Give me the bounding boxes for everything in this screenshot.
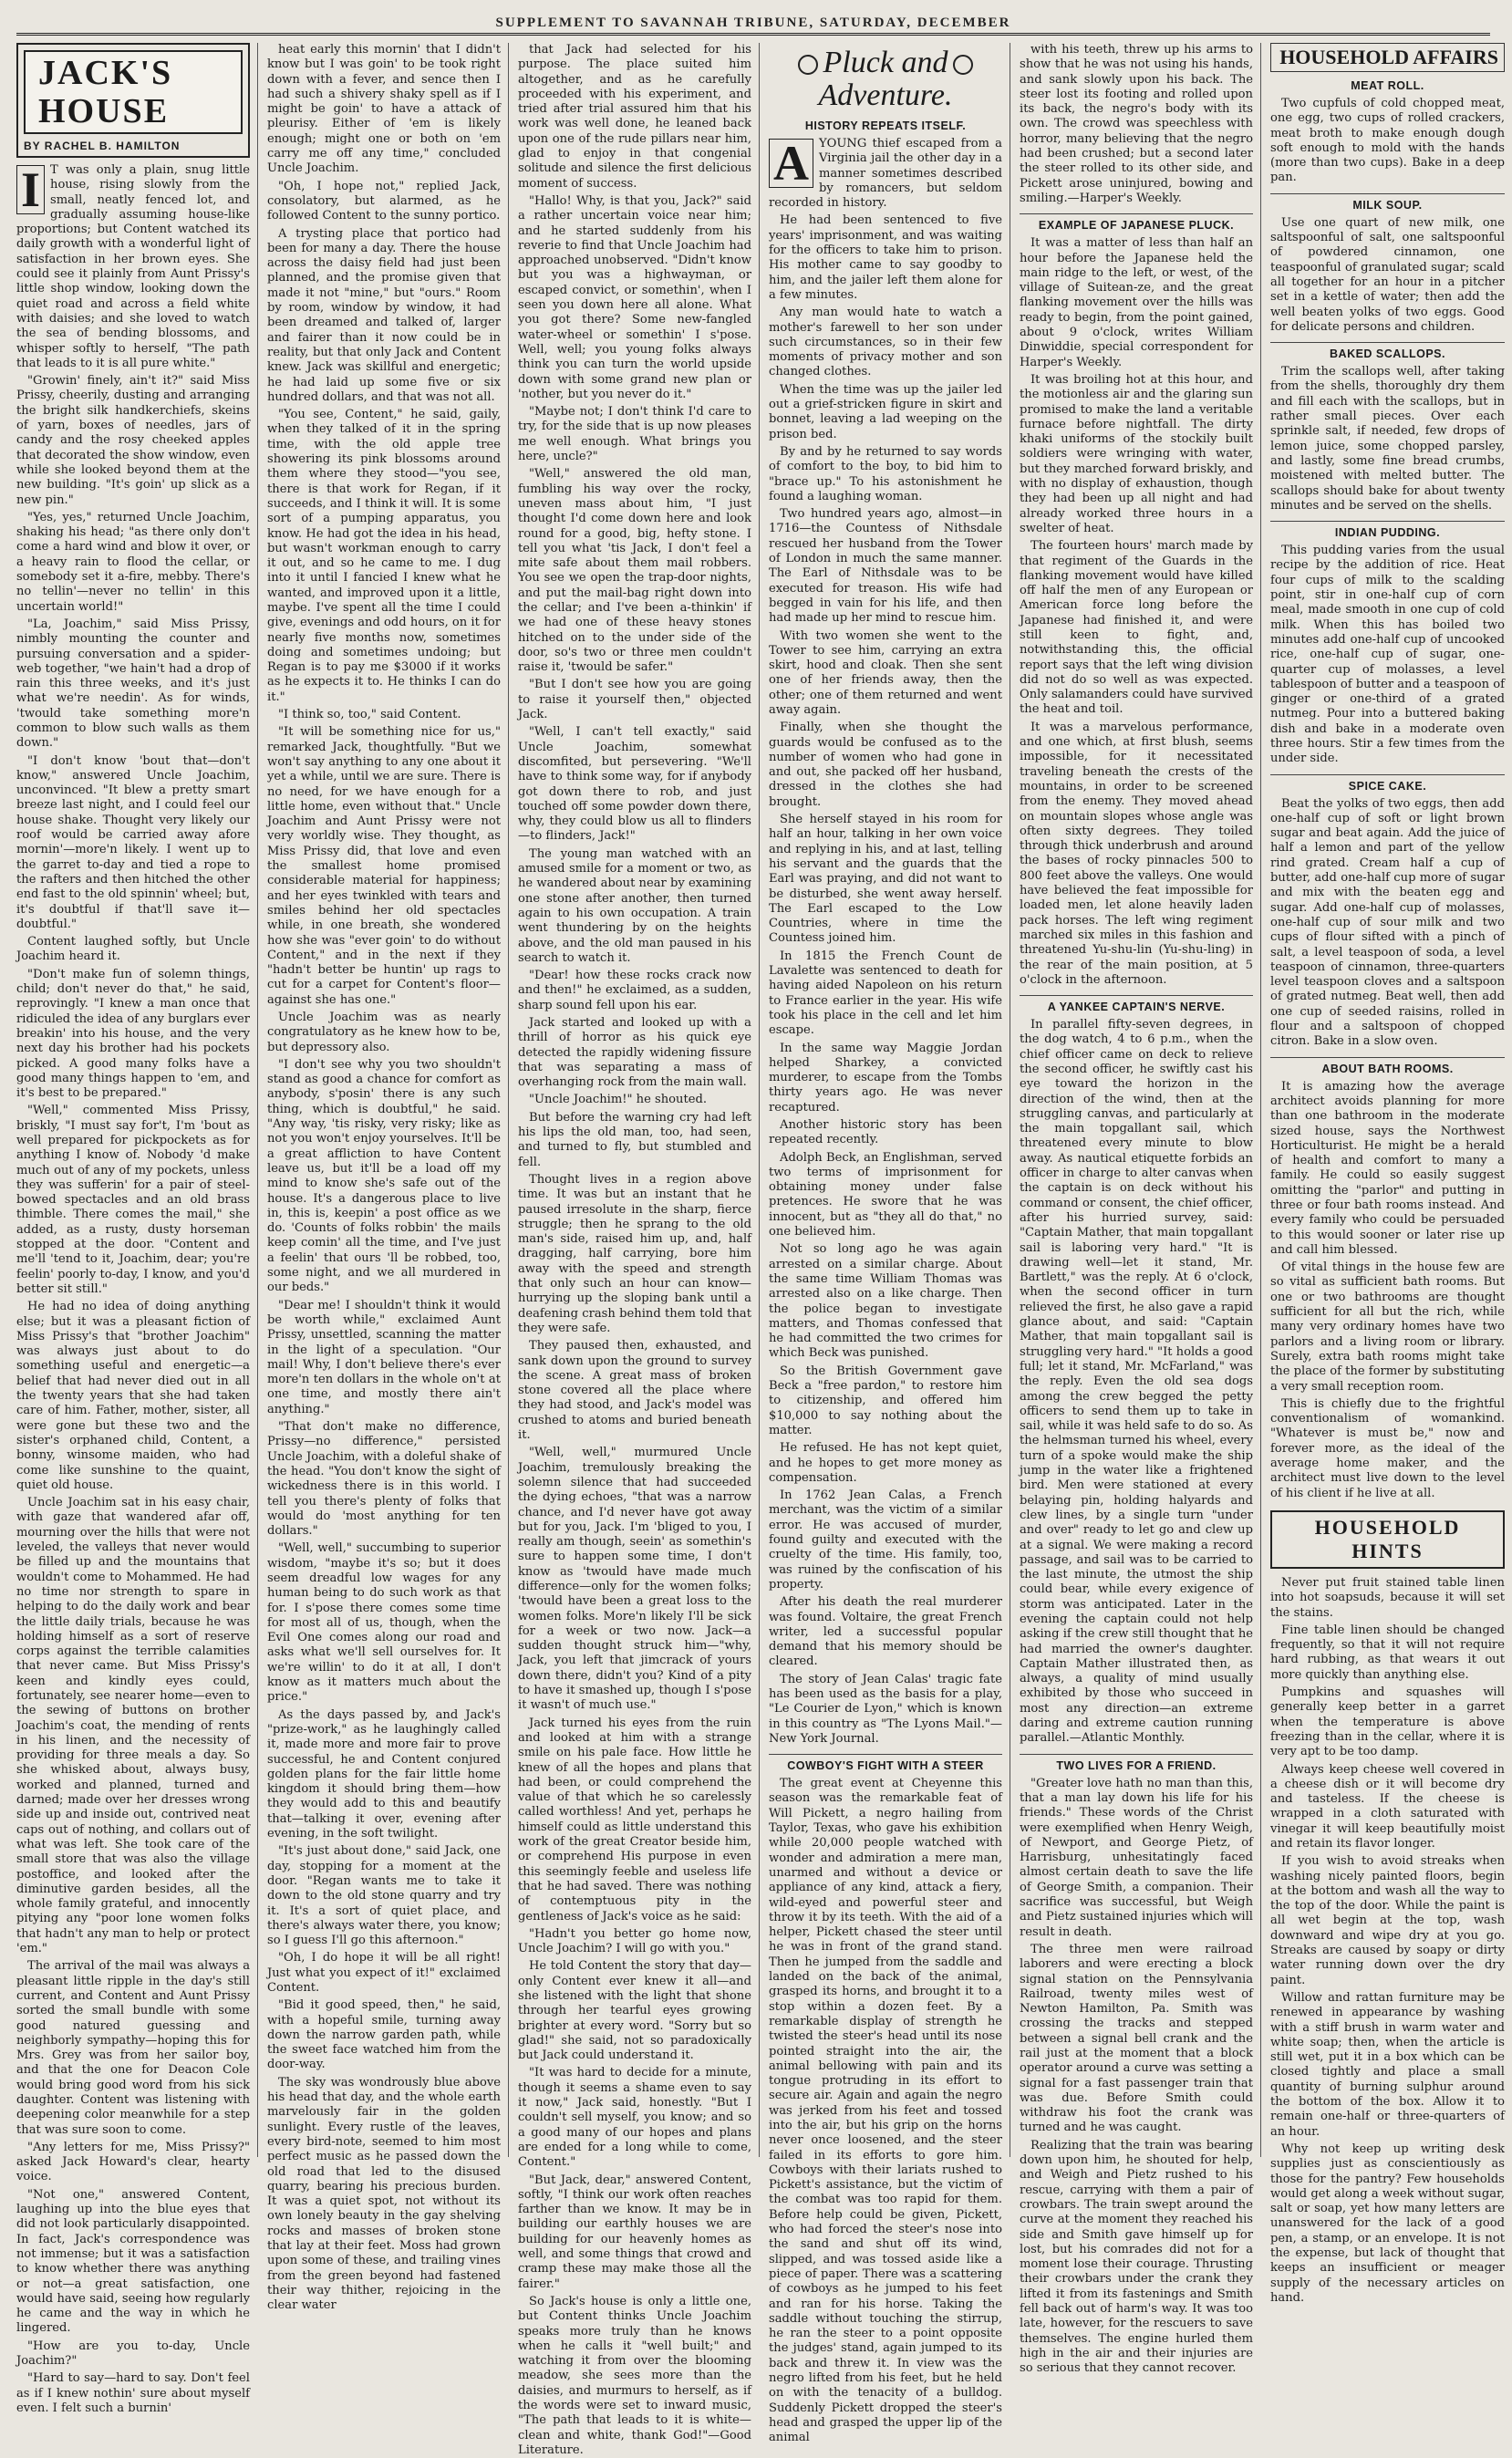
paragraph: The story of Jean Calas' tragic fate has been used as the basis for a play, "Le Courier de Lyon," which is known in this country as "The Lyons Mail."—New York Journal. xyxy=(769,1672,1002,1746)
paragraph: This is chiefly due to the frightful conventionalism of womankind. "Whatever is must be," now and forever more, as the ideal of the average home maker, and the architect must live down to the level of his client if he live at all. xyxy=(1270,1396,1505,1500)
paragraph: Of vital things in the house few are so vital as sufficient bath rooms. But one or two bathrooms are thought sufficient for all but the rich, while many very ordinary homes have two parlors and a living room or library. Surely, extra bath rooms might take the place of the former by substituting a very small reception room. xyxy=(1270,1260,1505,1394)
paragraph: Content laughed softly, but Uncle Joachim heard it. xyxy=(16,935,250,964)
paragraph: Never put fruit stained table linen into hot soapsuds, because it will set the stains. xyxy=(1270,1575,1505,1620)
paragraph: "Well," commented Miss Prissy, briskly, "I must say for't, I'm 'bout as well prepared for pickpockets as for anything I know of. Nobody 'd make much out of any of my pockets, unless they was sufferin' for a pair of steel-bowed spectacles and an old brass thimble. There comes the mail," she added, as a rusty, dusty horseman stopped at the door. "Content and me'll 'tend to it, Joachim, dear; you're feelin' poorly to-day, I know, and you'd better sit still." xyxy=(16,1104,250,1296)
paragraph: The arrival of the mail was always a pleasant little ripple in the day's still current, and Content and Aunt Prissy sorted the small bundle with some good natured guessing and neighborly sympathy—hoping this for Mrs. Grey was from her sailor boy, and that the one for Deacon Cole would bring good word from his sick daughter. Content was listening with deepening color meanwhile for a step that was sure soon to come. xyxy=(16,1959,250,2137)
paragraph: "How are you to-day, Uncle Joachim?" xyxy=(16,2339,250,2369)
paragraph: "Oh, I do hope it will be all right! Just what you expect of it!" exclaimed Content. xyxy=(267,1951,501,1995)
section-heading: MEAT ROLL. xyxy=(1351,79,1424,92)
section-heading: SPICE CAKE. xyxy=(1270,774,1505,793)
paragraph: with his teeth, threw up his arms to show that he was not using his hands, and sank slowly upon his back. The steer lost its footing and rolled upon its back, the negro's body with its own. The crowd was speechless with horror, many believing that the negro had been crushed; but a second later the steer rolled to its other side, and Pickett arose uninjured, bowing and smiling.—Harper's Weekly. xyxy=(1020,43,1253,205)
paragraph: I T was only a plain, snug little house, rising slowly from the small, neatly fenced lot, and gradually assuming house-like proportions; but Content watched its daily growth with a wonderful light of satisfaction in her brown eyes. She could see it plainly from Aunt Prissy's little shop window, looking down the quiet road and across a field white with daisies; and she loved to watch the sea of bending blossoms, and whisper softly to herself, "The path that leads to it is all pure white." xyxy=(16,162,250,370)
column-jacks-house xyxy=(16,43,258,2415)
byline: BY RACHEL B. HAMILTON xyxy=(24,140,181,152)
paragraph: The great event at Cheyenne this season was the remarkable feat of Will Pickett, a negro hailing from Taylor, Texas, who gave his exhibition while 20,000 people watched with wonder and admiration a mere man, unarmed and without a device or appliance of any kind, attack a fiery, wild-eyed and powerful steer and throw it by its teeth. With the aid of a helper, Pickett chased the steer until he was in front of the grand stand. Then he jumped from the saddle and landed on the back of the animal, grasped its horns, and brought it to a stop within a dozen feet. By a remarkable display of strength he twisted the steer's head until its nose pointed straight into the air, the animal bellowing with pain and its tongue protruding in its effort to secure air. Again and again the negro was jerked from his feet and tossed into the air, but his grip on the horns never once loosened, and the steer failed in its efforts to gore him. Cowboys with their lariats rushed to Pickett's assistance, but the victim of the combat was too rapid for them. Before help could be given, Pickett, who had forced the steer's nose into the sand and shut off its wind, slipped, and was tossed aside like a piece of paper. There was a scattering of cowboys as he jumped to his feet and ran for his horse. Taking the saddle without touching the stirrup, he ran the steer to a point opposite the judges' stand, again jumped to its back and threw it. In view was the negro lifted from his feet, but he held on with the tenacity of a bulldog. Suddenly Pickett dropped the steer's head and grasped the upper lip of the animal xyxy=(769,1777,1002,2445)
paragraph: "Dear me! I shouldn't think it would be worth while," exclaimed Aunt Prissy, unsettled, scanning the matter in the light of a speculation. "Our mail! Why, I don't believe there's ever more'n ten dollars in the whole on't at one time, and mostly there ain't anything." xyxy=(267,1298,501,1416)
paragraph: Two hundred years ago, almost—in 1716—the Countess of Nithsdale rescued her husband from the Tower of London in much the same manner. The Earl of Nithsdale was to be executed for treason. His wife had begged in vain for his life, and then had made up her mind to rescue him. xyxy=(769,507,1002,626)
section-heading: INDIAN PUDDING. xyxy=(1270,521,1505,539)
paragraph: "Don't make fun of solemn things, child; don't never do that," he said, reprovingly. "I knew a man once that ridiculed the idea of any burglars ever breakin' into his house, and the very next day his brother had his pockets picked. A good many folks have a good many things happen to 'em, and it's best to be prepared." xyxy=(16,967,250,1101)
paragraph: Jack started and looked up with a thrill of horror as his quick eye detected the rapidly widening fissure that was separating a mass of overhanging rock from the main wall. xyxy=(518,1016,751,1090)
paragraph: Use one quart of new milk, one saltspoonful of salt, one saltspoonful of powdered cinnamon, one teaspoonful of granulated sugar; scald all together for an hour in a pitcher set in a kettle of water; then add the well beaten yolks of two eggs. Good for delicate persons and children. xyxy=(1270,215,1505,334)
paragraph: Uncle Joachim was as nearly congratulatory as he knew how to be, but depressory also. xyxy=(267,1011,501,1054)
paragraph: Beat the yolks of two eggs, then add one-half cup of soft or light brown sugar and beat again. Add the juice of half a lemon and part of the yellow rind grated. Cream half a cup of butter, add one-half cup more of sugar and mix with the beaten egg and sugar. Add one-half cup of molasses, one-half cup of sour milk and two cups of flour sifted with a pinch of salt, a level teaspoon of soda, a level teaspoon of cinnamon, three-quarters level teaspoon cloves and a saltspoon of grated nutmeg. Beat well, then add one cup of seeded raisins, rolled in flour and a saltspoon of chopped citron. Bake in a slow oven. xyxy=(1270,796,1505,1049)
paragraph: Uncle Joachim sat in his easy chair, with gaze that wandered afar off, mourning over the hills that were not leveled, the valleys that never would be filled up and the mountains that wouldn't come to Mohammed. He had no time nor strength to spare in helping to do the daily work and bear the little daily trials, because he was holding himself as a sort of reserve corps against the terrible calamities that never came. But Miss Prissy's keen and kindly eyes could, fortunately, see nearer home—even to the sewing of buttons on brother Joachim's coat, the mending of rents in his linen, and the necessity of providing for three meals a day. So she whisked about, always busy, worked and planned, turned and darned; made over her dresses wrong side up and inside out, contrived neat caps out of nothing, and collars out of what was left. She took care of the small store that was also the village postoffice, and looked after the diminutive garden besides, all the whole family grateful, and innocently pitying any "poor lone women folks that hadn't any man to help or protect 'em." xyxy=(16,1496,250,1956)
paragraph: "Not one," answered Content, laughing up into the blue eyes that did not look particularly disappointed. In fact, Jack's correspondence was not immense; but it was a satisfaction to know whether there was anything or not—a great satisfaction, one would have said, seeing how regularly he came and the way in which he lingered. xyxy=(16,2187,250,2336)
section-heading: HISTORY REPEATS ITSELF. xyxy=(804,119,967,132)
paragraph: Willow and rattan furniture may be renewed in appearance by washing with a stiff brush in warm water and white soap; then, when the article is still wet, put it in a box which can be closed tightly and place a small quantity of burning sulphur around the bottom of the box. Allow it to remain one-half or three-quarters of an hour. xyxy=(1270,1990,1505,2139)
section-heading: HOUSEHOLD HINTS xyxy=(1270,1510,1505,1569)
paragraph: Always keep cheese well covered in a cheese dish or it will become dry and tasteless. If the cheese is wrapped in a cloth saturated with vinegar it will keep beautifully moist and retain its flavor longer. xyxy=(1270,1762,1505,1851)
paragraph: The sky was wondrously blue above his head that day, and the whole earth marvelously fair in the golden sunlight. Every rustle of the leaves, every bird-note, seemed to him most perfect music as he passed down the old road that led to the disused quarry, bearing his precious burden. It was a quiet spot, not without its own lonely beauty in the gay shelving rocks and masses of broken stone that lay at their feet. Moss had grown upon some of these, and trailing vines from the green beyond had fastened their way thither, rejoicing in the clear water xyxy=(267,2075,501,2313)
paragraph: They paused then, exhausted, and sank down upon the ground to survey the scene. A great mass of broken stone covered all the place where they had stood, and Jack's model was crushed to atoms and buried beneath it. xyxy=(518,1339,751,1443)
paragraph: "But Jack, dear," answered Content, softly, "I think our work often reaches farther than we know. It may be in building our earthly houses we are building for our heavenly homes as well, and some things that crowd and cramp these may make those all the fairer." xyxy=(518,2173,751,2291)
paragraph: So the British Government gave Beck a "free pardon," to restore him to citizenship, and offered him $10,000 to say nothing about the matter. xyxy=(769,1364,1002,1437)
paragraph: When the time was up the jailer led out a grief-stricken figure in skirt and bonnet, leaving a lad weeping on the prison bed. xyxy=(769,382,1002,441)
paragraph: "I don't see why you two shouldn't stand as good a chance for comfort as anybody, s'posin' there is any such thing, which is doubtful," he said. "Any way, 'tis risky, very risky; like as not you won't enjoy yourselves. It'll be a great affliction to have Content leave us, but it'll be a load off my mind to know she's safe out of the house. It's a dangerous place to live in, this is, keepin' a post office as we do. 'Counts of folks robbin' the mails keep comin' all the time, and I've just a feelin' that ours 'll be robbed, too, some night, and we all murdered in our beds." xyxy=(267,1057,501,1295)
paragraph: "That don't make no difference, Prissy—no difference," persisted Uncle Joachim, with a doleful shake of the head. "You don't know the sight of wickedness there is in this world. I tell you there's plenty of folks that would do 'most anything for ten dollars." xyxy=(267,1420,501,1539)
paragraph: The young man watched with an amused smile for a moment or two, as he wandered about near by examining one stone after another, then turned again to his own occupation. A train went thundering by on the heights above, and the old man paused in his search to watch it. xyxy=(518,846,751,965)
paragraph: Any man would hate to watch a mother's farewell to her son under such circumstances, so in their few moments of privacy mother and son changed clothes. xyxy=(769,306,1002,379)
column-jacks-house-end xyxy=(518,43,760,2457)
paragraph: Finally, when she thought the guards would be confused as to the number of women who had gone in and out, she packed off her husband, dressed in the clothes she had brought. xyxy=(769,721,1002,809)
columns xyxy=(16,43,1506,2457)
paragraph: "Greater love hath no man than this, that a man lay down his life for his friends." These words of the Christ were exemplified when Henry Weigh, of Newport, and George Pietz, of Harrisburg, unhesitatingly faced almost certain death to save the life of George Smith, a companion. Their sacrifice was successful, but Weigh and Pietz sustained injuries which will result in death. xyxy=(1020,1776,1253,1939)
story-body xyxy=(16,163,250,2416)
drop-cap: A xyxy=(769,139,813,188)
paragraph: So Jack's house is only a little one, but Content thinks Uncle Joachim speaks more truly than he knows when he calls it "well built;" and watching it from over the blooming meadow, she sees more than the daisies, and murmurs to herself, as if the words were set to inward music, "The path that leads to it is white—clean and white, thank God!"—Good Literature. xyxy=(518,2294,751,2457)
paragraph: Jack turned his eyes from the ruin and looked at him with a strange smile on his pale face. How little he knew of all the hopes and plans that had been, or could comprehend the value of that which he so carelessly called worthless! And yet, perhaps he himself could as little understand this work of the great Creator beside him, or comprehend His purpose in even this seemingly feeble and useless life that he had saved. There was nothing of contemptuous pity in the gentleness of Jack's voice as he said: xyxy=(518,1716,751,1924)
section-heading: A YANKEE CAPTAIN'S NERVE. xyxy=(1020,995,1253,1013)
paragraph: It is amazing how the average architect avoids planning for more than one bathroom in the moderate sized house, says the Northwest Horticulturist. He might be a herald of health and comfort to many a family. He could so easily suggest omitting the "parlor" and putting in three or four bath rooms instead. And every family who could be persuaded to this would sooner or later rise up and call him blessed. xyxy=(1270,1079,1505,1257)
paragraph: "I don't know 'bout that—don't know," answered Uncle Joachim, unconvinced. "It blew a pretty smart breeze last night, and I could feel our house shake. Thought very likely our roof would be carried away afore mornin'—more'n likely. I went up to the garret to-day and tied a rope to the rafters and then hitched the other end fast to the old spinnin' wheel; but, it's doubtful if that'll save it—doubtful." xyxy=(16,753,250,931)
section-heading: TWO LIVES FOR A FRIEND. xyxy=(1020,1754,1253,1772)
paragraph: It was a marvelous performance, and one which, at first blush, seems impossible, for it necessitated traveling beneath the crests of the mountains, in order to be screened from the enemy. They moved ahead on mountain slopes whose angle was often sixty degrees. They toiled through thick underbrush and around the bases of rocky pinnacles 500 to 800 feet above the valleys. One would have believed the feat impossible for loaded men, let alone heavily laden pack horses. The left wing regiment marched six miles in this fashion and threatened Yu-shu-lin (Yu-shu-ling) in the rear of the main position, at 5 o'clock in the afternoon. xyxy=(1020,720,1253,987)
paragraph: A YOUNG thief escaped from a Virginia jail the other day in a manner sometimes described by romancers, but seldom recorded in history. xyxy=(769,136,1002,211)
column-household-affairs xyxy=(1270,43,1512,2305)
paragraph: "Well, well," murmured Uncle Joachim, tremulously breaking the solemn silence that had succeeded the dying echoes, "that was a narrow chance, and I'd never have got away but for you, Jack. I'm 'bliged to you, I really am though, seein' as somethin's sure to happen some time, I don't know as 'twould have made much difference—only for the women folks; 'twould have been a great loss to the women folks. More'n likely I'll be sick for a week or two now. Jack—a sudden thought struck him—"why, Jack, you left that jimcrack of yours down there, didn't you? Kind of a pity to have it smashed up, though I s'pose it wasn't of much use." xyxy=(518,1446,751,1713)
paragraph: "Yes, yes," returned Uncle Joachim, shaking his head; "as there only don't come a hard wind and blow it over, or a heavy rain to flood the cellar, or somebody set it a-fire, mebby. There's no tellin'—never no tellin' in this uncertain world!" xyxy=(16,510,250,614)
paragraph: He told Content the story that day—only Content ever knew it all—and she listened with the light that shone through her tearful eyes growing brighter at every word. "Sorry but so glad!" she said, not so paradoxically but Jack could understand it. xyxy=(518,1959,751,2063)
paragraph: that Jack had selected for his purpose. The place suited him altogether, and as he carefully proceeded with his experiment, and tried after trial assured him that his work was well done, he leaned back upon one of the rude pillars near him, glad to enjoy in that congenial solitude and silence the first delicious moment of success. xyxy=(518,43,751,191)
section-heading: BAKED SCALLOPS. xyxy=(1270,342,1505,360)
paragraph: The three men were railroad laborers and were erecting a block signal station on the Pennsylvania Railroad, twenty miles west of Newton Hamilton, Pa. Smith was crossing the tracks and stepped between a signal bell crank and the rail just at the moment that a block operator around a curve was setting a signal for a fast passenger train that was due. Before Smith could withdraw his foot the crank was turned and he was caught. xyxy=(1020,1942,1253,2135)
column-pluck-adventure xyxy=(769,43,1010,2445)
paragraph: This pudding varies from the usual recipe by the addition of rice. Heat four cups of milk to the scalding point, stir in one-half cup of corn meal, made smooth in one cup of cold milk. When this has boiled two minutes add one-half cup of uncooked rice, one-half cup of sugar, one-quarter cup of molasses, a level tablespoon of butter and a teaspoon of ginger or one-third of a grated nutmeg. Pour into a buttered baking dish and bake in a moderate oven three hours. Stir a few times from the under side. xyxy=(1270,544,1506,766)
paragraph: "Bid it good speed, then," he said, with a hopeful smile, turning away down the narrow garden path, while the sweet face watched him from the door-way. xyxy=(267,1998,501,2072)
household-title: HOUSEHOLD AFFAIRS xyxy=(1270,43,1505,72)
paragraph: "Hadn't you better go home now, Uncle Joachim? I will go with you." xyxy=(518,1926,751,1956)
story-header xyxy=(16,43,250,158)
ornament-icon xyxy=(798,55,818,75)
paragraph: In parallel fifty-seven degrees, in the dog watch, 4 to 6 p.m., when the chief officer came on deck to relieve the second officer, he swiftly cast his eye toward the horizon in the direction of the wind, then at the struggling canvas, and particularly at the main topgallant sail, which threatened every minute to blow away. As nautical etiquette forbids an officer in charge to alter canvas when the captain is on deck without his command or consent, the chief officer, after his hurried survey, said: "Captain Mather, that main topgallant sail is laboring very hard." "It is drawing well—let it stand, Mr. Bartlett," was the reply. At 6 o'clock, when the second officer in turn relieved the first, he also gave a rapid glance about, and said: "Captain Mather, that main topgallant sail is struggling very hard." "It holds a good full; let it stand, Mr. McFarland," was the reply. Even the old sea dogs among the crew begged the petty officers to send them up to take in sail, while it was held safe to do so. As the helmsman turned his wheel, every turn of a spoke would make the ship jump in the water like a frightened bird. Men were stationed at every belaying pin, holding halyards and clew lines, by a single turn "under and over" ready to let go and clew up at a signal. We were making a record passage, and sail was to be carried to the last minute, the utmost the ship could bear, while every exigence of storm was anticipated. Later in the evening the captain could not help asking if the crew still thought that he had married the owner's daughter. Captain Mather illustrated then, as always, a quality of mind usually exhibited by those who succeed in most any direction—an extreme daring and extreme caution running parallel.—Atlantic Monthly. xyxy=(1020,1018,1253,1746)
paragraph: She herself stayed in his room for half an hour, talking in her own voice and replying in his, and at last, telling his servant and the guards that the Earl was praying, and did not want to be disturbed, she went away herself. The Earl escaped to the Low Countries, where in time the Countess joined him. xyxy=(769,813,1002,946)
paragraph: He had no idea of doing anything else; but it was a pleasant fiction of Miss Prissy's that "brother Joachim" was always just about to do something useful and energetic—a belief that had never died out in all the twenty years that she had taken care of him. Father, mother, sister, all were gone but these two and the sister's orphaned child, Content, a bonny, winsome maiden, who had come like sunshine to the quaint, quiet old house. xyxy=(16,1300,250,1492)
paragraph: In 1762 Jean Calas, a French merchant, was the victim of a similar error. He was accused of murder, found guilty and executed with the cruelty of the time. His family, too, was ruined by the confiscation of his property. xyxy=(769,1488,1002,1592)
story-title: JACK'S HOUSE xyxy=(24,50,243,134)
paragraph: Another historic story has been repeated recently. xyxy=(769,1118,1002,1147)
paragraph: In 1815 the French Count de Lavalette was sentenced to death for having aided Napoleon on his return to France earlier in the year. His wife took his place in the cell and let him escape. xyxy=(769,949,1002,1038)
paragraph: In the same way Maggie Jordan helped Sharkey, a convicted murderer, to escape from the Tombs thirty years ago. He was never recaptured. xyxy=(769,1041,1002,1115)
paragraph: Trim the scallops well, after taking from the shells, thoroughly dry them and fill each with the scallops, but in rather small pieces. Over each sprinkle salt, if needed, few drops of lemon juice, some chopped parsley, and lastly, some fine bread crumbs, moistened with melted butter. The scallops should bake for about twenty minutes and be served on the shells. xyxy=(1270,365,1505,513)
section-body xyxy=(769,119,1002,2446)
paragraph: "Dear! how these rocks crack now and then!" he exclaimed, as a sudden, sharp sound fell upon his ear. xyxy=(518,969,751,1012)
paragraph: Not so long ago he was again arrested on a similar charge. About the same time William Thomas was arrested also on a like charge. Then the police began to investigate matters, and Thomas confessed that he had committed the two crimes for which Beck was punished. xyxy=(769,1242,1002,1361)
paragraph: It was broiling hot at this hour, and the motionless air and the glaring sun promised to make the land a veritable furnace before nightfall. The dirty khaki uniforms of the stockily built soldiers were wringing with water, but they marched forward briskly, and with no display of exhaustion, though they had been up all night and had already worked three hours in a swelter of heat. xyxy=(1020,372,1253,535)
paragraph: A trysting place that portico had been for many a day. There the house across the daisy field had just been planned, and the promise given that made it not "mine," but "ours." Room by room, window by window, it had been dreamed and talked of, larger and fairer than it now could be in reality, but that only Jack and Content knew. Jack was skillful and energetic; he had laid up some five or six hundred dollars, and that was not all. xyxy=(267,226,501,404)
paragraph: "You see, Content," he said, gaily, when they talked of it in the spring time, with the old apple tree showering its pink blossoms around them where they stood—"you see, there is that work for Regan, if it succeeds, and I think it will. It is some sort of a pumping apparatus, you know. He had got the idea in his head, but wasn't workman enough to carry it out, and so he came to me. I dug into it until I fancied I knew what he wanted, and improved upon it a little, maybe. I've spent all the time I could give, evenings and odd hours, on it for nearly five months now, sometimes doing and sometimes undoing; but Regan is to pay me $3000 if it works as he expects it to. He thinks I can do it." xyxy=(267,408,501,704)
paragraph: "It's just about done," said Jack, one day, stopping for a moment at the door. "Regan wants me to take it down to the old stone quarry and try it. It's a sort of quiet place, and there's always water there, you know; so I guess I'll go this afternoon." xyxy=(267,1844,501,1948)
paragraph: After his death the real murderer was found. Voltaire, the great French writer, led a successful popular demand that his memory should be cleared. xyxy=(769,1595,1002,1669)
paragraph: "It will be something nice for us," remarked Jack, thoughtfully. "But we won't say anything to any one about it yet a while, until we are sure. There is no need, for we have enough for a little home, even without that." Uncle Joachim and Aunt Prissy were not very worldly wise. They thought, as Miss Prissy did, that love and even the smallest home promised considerable material for happiness; and her eyes twinkled with tears and smiles behind her old spectacles while, in one breath, she wondered how she was "ever goin' to do without Content," and in the next if they "hadn't better be huntin' up rags to cut for a carpet for Content's floor—against she has one." xyxy=(267,725,501,1007)
section-heading: COWBOY'S FIGHT WITH A STEER xyxy=(769,1754,1002,1772)
paragraph: "Well, I can't tell exactly," said Uncle Joachim, somewhat discomfited, but persevering. "We'll have to think some way, for if anybody got down there to rob, and just touched off some powder down there, why, they could blow us all to flinders—to flinders, Jack!" xyxy=(518,725,751,844)
drop-cap: I xyxy=(16,165,45,214)
paragraph: Two cupfuls of cold chopped meat, one egg, two cups of rolled crackers, meat broth to make enough dough soft enough to mold with the hands (more than two cups). Bake in a deep pan. xyxy=(1270,97,1505,185)
paragraph: "Maybe not; I don't think I'd care to try, for the side that is up now pleases me well enough. What brings you here, uncle?" xyxy=(518,405,751,464)
paragraph: He had been sentenced to five years' imprisonment, and was waiting for the officers to take him to prison. His mother came to say goodby to him, and the jailer left them alone for a few minutes. xyxy=(769,213,1002,302)
paragraph: Why not keep up writing desk supplies just as conscientiously as those for the pantry? Few households would get along a week without sugar, salt or soap, yet how many letters are unanswered for the lack of a good pen, a stamp, or an envelope. It is not the expense, but lack of thought that keeps an insufficient or meager supply of the necessary articles on hand. xyxy=(1270,2142,1505,2305)
section-heading: ABOUT BATH ROOMS. xyxy=(1270,1057,1505,1075)
paragraph: It was a matter of less than half an hour before the Japanese held the main ridge to the left, or west, of the village of Suitean-ze, and the great flanking movement over the hills was ready to begin, from the point gained, about 9 o'clock, writes William Dinwiddie, special correspondent for Harper's Weekly. xyxy=(1020,236,1253,369)
paragraph: heat early this mornin' that I didn't know but I was goin' to be took right down with a fever, and sence then I had such a shivery shaky spell as if I might be goin' to have a attack of pleurisy. Either of 'em is likely enough; might one or both on 'em carry me off any time," concluded Uncle Joachim. xyxy=(267,43,501,176)
paragraph: If you wish to avoid streaks when washing nicely painted floors, begin at the bottom and wash all the way to the top of the door. While the paint is all wet begin at the top, wash downward and wipe dry at you go. Streaks are caused by soapy or dirty water running down over the dry paint. xyxy=(1270,1854,1505,1987)
paragraph: "Hallo! Why, is that you, Jack?" said a rather uncertain voice near him; and he started suddenly from his reverie to find that Uncle Joachim had approached unobserved. "Didn't know but you was a highwayman, or escaped convict, or somethin', when I seen you down here all alone. What you got there? Some new-fangled water-wheel or somethin' I s'pose. Well, well; you young folks always think you can turn the world upside down with some grand new plan or 'nother, but you never do it." xyxy=(518,193,751,401)
paragraph: "Hard to say—hard to say. Don't feel as if I knew nothin' sure about myself even. I felt such a burnin' xyxy=(16,2371,250,2415)
paragraph: "Uncle Joachim!" he shouted. xyxy=(529,1093,708,1107)
column-jacks-house-continued xyxy=(267,43,509,2313)
paragraph: Pumpkins and squashes will generally keep better in a garret when the temperature is above freezing than in the cellar, where it is very apt to be too damp. xyxy=(1270,1685,1505,1759)
paragraph: But before the warning cry had left his lips the old man, too, had seen, and turned to fly, but stumbled and fell. xyxy=(518,1110,751,1169)
paragraph: Fine table linen should be changed frequently, so that it will not require hard rubbing, as that wears it out more quickly than anything else. xyxy=(1270,1623,1505,1682)
paragraph: As the days passed by, and Jack's "prize-work," as he laughingly called it, made more and more fair to prove successful, he and Content conjured golden plans for the fair little home kingdom it should bring them—how they would add to this and beautify that—talking it over, evening after evening, in the soft twilight. xyxy=(267,1707,501,1841)
paragraph: Realizing that the train was bearing down upon him, he shouted for help, and Weigh and Pietz rushed to his rescue, carrying with them a pair of crowbars. The train swept around the curve at the moment they reached his side and Smith gave himself up for lost, but his comrades did not for a moment lose their courage. Thrusting their crowbars under the crank they lifted it from its fastenings and Smith fell back out of harm's way. It was too late, however, for the rescuers to save themselves. The engine hurled them high in the air and their injuries are so serious that they cannot recover. xyxy=(1020,2138,1253,2376)
paragraph: By and by he returned to say words of comfort to the boy, to bid him to "brace up." To his astonishment he found a laughing woman. xyxy=(769,444,1002,503)
paragraph: Thought lives in a region above time. It was but an instant that he paused irresolute in the sharp, fierce struggle; then he sprang to the old man's side, raised him up, and, half dragging, half carrying, bore him away with the speed and strength that only such an hour can know—hurrying up the sloping bank until a deafening crash behind them told that they were safe. xyxy=(518,1172,751,1335)
paragraph: Adolph Beck, an Englishman, served two terms of imprisonment for obtaining money under false pretences. He swore that he was innocent, but as "they all do that," no one believed him. xyxy=(769,1150,1002,1239)
paragraph: The fourteen hours' march made by that regiment of the Guards in the flanking movement would have killed off half the men of any European or American force long before the Japanese had finished it, and were still keen to fight, and, notwithstanding this, the official report says that the left wing division did not do so well as was expected. Only salamanders could have survived the heat and toil. xyxy=(1020,539,1253,717)
paragraph: "Any letters for me, Miss Prissy?" asked Jack Howard's clear, hearty voice. xyxy=(16,2140,250,2184)
paragraph: "Oh, I hope not," replied Jack, consolatory, but alarmed, as he followed Content to the sunny portico. xyxy=(267,179,501,223)
section-title: Pluck and Adventure. xyxy=(769,47,1002,112)
section-heading: EXAMPLE OF JAPANESE PLUCK. xyxy=(1020,213,1253,232)
paragraph: With two women she went to the Tower to see him, carrying an extra skirt, hood and cloak. Then she sent one of her friends away, then the other; one of them returned and went away again. xyxy=(769,628,1002,717)
ornament-icon xyxy=(953,55,973,75)
paragraph: "Growin' finely, ain't it?" said Miss Prissy, cheerily, dusting and arranging the bright silk handkerchiefs, skeins of yarn, boxes of needles, jars of candy and the rosy cheeked apples that decorated the show window, even while she looked beyond them at the new building. "It's goin' up slick as a new pin." xyxy=(16,374,250,507)
paragraph: "Well, well," succumbing to superior wisdom, "maybe it's so; but it does seem dreadful low wages for any human being to do such work as that for. I s'pose there comes some time for most all of us, though, when the Evil One comes along our road and asks what we'll sell ourselves for. It we're willin' to do it at all, I don't know as it matters much about the price." xyxy=(267,1541,501,1705)
masthead: SUPPLEMENT TO SAVANNAH TRIBUNE, SATURDAY, DECEMBER xyxy=(16,13,1490,36)
paragraph: "But I don't see how you are going to raise it yourself then," objected Jack. xyxy=(518,678,751,722)
paragraph: He refused. He has not kept quiet, and he hopes to get more money as compensation. xyxy=(769,1441,1002,1485)
paragraph: "La, Joachim," said Miss Prissy, nimbly mounting the counter and pursuing conversation and a spider-web together, "we hain't had a drop of rain this three weeks, and it's just what we're needin'. As for winds, 'twould take something more'n common to blow such walls as them down." xyxy=(16,617,250,751)
paragraph: "It was hard to decide for a minute, though it seems a shame even to say it now," Jack said, honestly. "But I couldn't sell myself, you know; and so a good many of our hopes and plans are ended for a long while to come, Content." xyxy=(518,2066,751,2170)
column-pluck-continued xyxy=(1020,43,1261,2376)
section-body xyxy=(1270,79,1505,2306)
paragraph: "I think so, too," said Content. xyxy=(278,708,461,722)
paragraph: "Well," answered the old man, fumbling his way over the rocky, uneven mass about him, "I just thought I'd come down here and look round for a good, big, hefty stone. I tell you what 'tis Jack, I don't feel a mite safe about them mail robbers. You see we open the trap-door nights, and put the mail-bag right down into the cellar; and I've been a-thinkin' if we had one of these heavy stones hitched on to the under side of the door, so's two or three men couldn't raise it, 'twould be safer." xyxy=(518,467,751,675)
section-heading: MILK SOUP. xyxy=(1270,193,1505,212)
